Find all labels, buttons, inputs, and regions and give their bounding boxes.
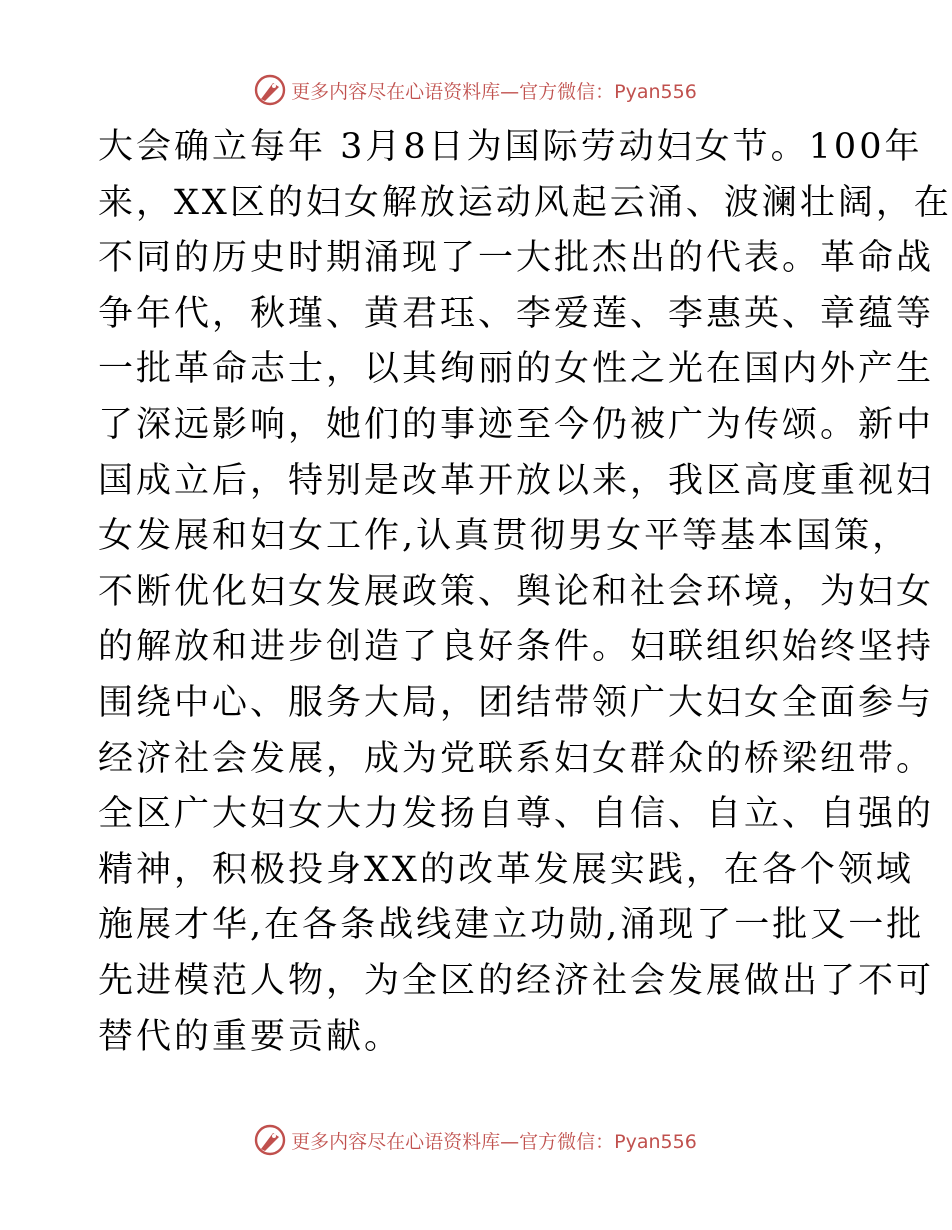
body-line: 替代的重要贡献。: [98, 1016, 403, 1057]
document-body: [98, 120, 952, 1065]
body-line: 不同的历史时期涌现了一大批杰出的代表。革命战: [98, 238, 935, 279]
body-line: 施展才华,在各条战线建立功勋,涌现了一批又一批: [98, 905, 925, 946]
body-line: 的解放和进步创造了良好条件。妇联组织始终坚持: [98, 627, 935, 668]
body-line: 争年代，秋瑾、黄君珏、李爱莲、李惠英、章蕴等: [98, 293, 935, 334]
body-line: 来，XX区的妇女解放运动风起云涌、波澜壮阔，在: [98, 182, 952, 223]
body-line: 先进模范人物，为全区的经济社会发展做出了不可: [98, 960, 935, 1001]
footer-banner: [0, 1120, 950, 1160]
body-line: 了深远影响，她们的事迹至今仍被广为传颂。新中: [98, 404, 935, 445]
body-line: 精神，积极投身XX的改革发展实践，在各个领域: [98, 849, 914, 890]
body-line: 一批革命志士，以其绚丽的女性之光在国内外产生: [98, 349, 935, 390]
pen-nib-logo-icon: [253, 1123, 287, 1157]
body-line: 大会确立每年 3月8日为国际劳动妇女节。100年: [98, 127, 923, 167]
footer-banner-text: 更多内容尽在心语资料库—官方微信：Pyan556: [291, 1130, 697, 1153]
body-line: 女发展和妇女工作,认真贯彻男女平等基本国策，: [98, 516, 911, 557]
pen-nib-logo-icon: [253, 73, 287, 107]
header-banner-text: 更多内容尽在心语资料库—官方微信：Pyan556: [291, 80, 697, 103]
body-line: 经济社会发展，成为党联系妇女群众的桥梁纽带。: [98, 738, 935, 779]
body-line: 围绕中心、服务大局，团结带领广大妇女全面参与: [98, 682, 935, 723]
body-line: 全区广大妇女大力发扬自尊、自信、自立、自强的: [98, 794, 935, 835]
body-line: 国成立后，特别是改革开放以来，我区高度重视妇: [98, 460, 935, 501]
header-banner: [0, 70, 950, 110]
body-line: 不断优化妇女发展政策、舆论和社会环境，为妇女: [98, 571, 935, 612]
